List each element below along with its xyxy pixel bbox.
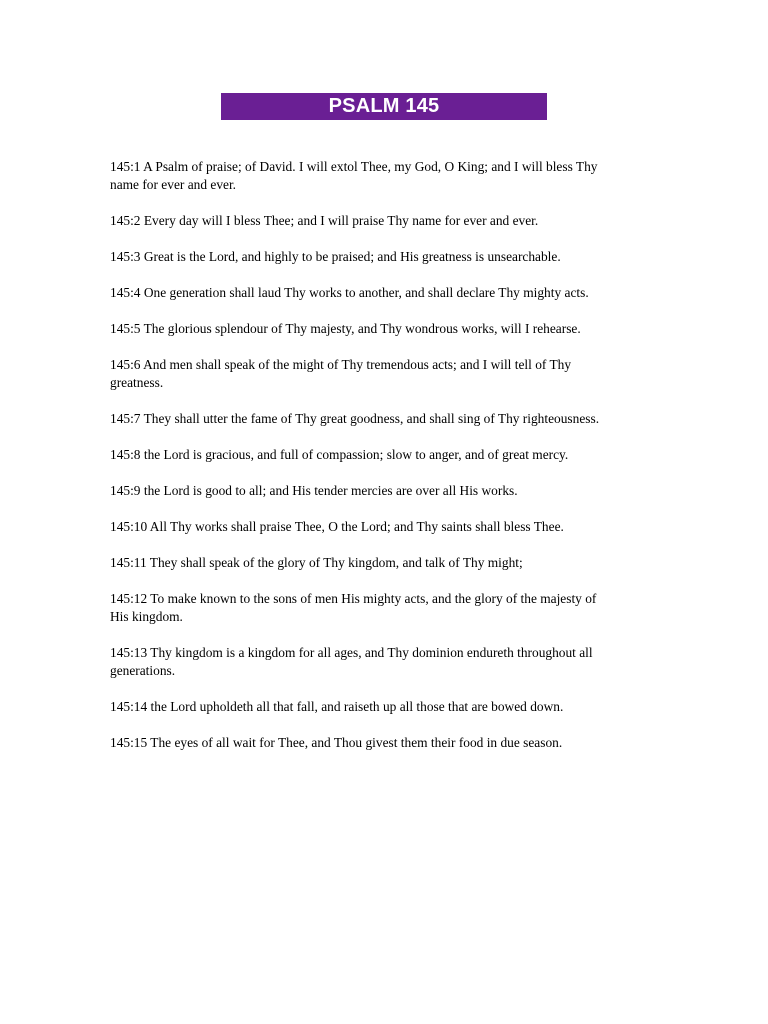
verse-145-8: 145:8 the Lord is gracious, and full of compassion; slow to anger, and of great mercy. [110, 447, 569, 462]
verse-145-1: 145:1 A Psalm of praise; of David. I will extol Thee, my God, O King; and I will bless Thy name for ever and ever. [110, 159, 598, 192]
verse-145-13: 145:13 Thy kingdom is a kingdom for all ages, and Thy dominion endureth throughout all generations. [110, 645, 593, 678]
verse-145-11: 145:11 They shall speak of the glory of Thy kingdom, and talk of Thy might; [110, 555, 523, 570]
verse-list [110, 158, 610, 770]
verse-145-12: 145:12 To make known to the sons of men His mighty acts, and the glory of the majesty of His kingdom. [110, 591, 597, 624]
page-title: PSALM 145 [221, 93, 547, 120]
verse-145-15: 145:15 The eyes of all wait for Thee, and Thou givest them their food in due season. [110, 735, 563, 750]
verse-145-10: 145:10 All Thy works shall praise Thee, O the Lord; and Thy saints shall bless Thee. [110, 519, 564, 534]
verse-145-3: 145:3 Great is the Lord, and highly to be praised; and His greatness is unsearchable. [110, 249, 561, 264]
verse-145-7: 145:7 They shall utter the fame of Thy great goodness, and shall sing of Thy righteousness. [110, 411, 600, 426]
verse-145-6: 145:6 And men shall speak of the might of Thy tremendous acts; and I will tell of Thy greatness. [110, 357, 572, 390]
verse-145-4: 145:4 One generation shall laud Thy works to another, and shall declare Thy mighty acts. [110, 285, 589, 300]
verse-145-9: 145:9 the Lord is good to all; and His tender mercies are over all His works. [110, 483, 518, 498]
verse-145-14: 145:14 the Lord upholdeth all that fall, and raiseth up all those that are bowed down. [110, 699, 564, 714]
verse-145-5: 145:5 The glorious splendour of Thy majesty, and Thy wondrous works, will I rehearse. [110, 321, 581, 336]
verse-145-2: 145:2 Every day will I bless Thee; and I will praise Thy name for ever and ever. [110, 213, 539, 228]
